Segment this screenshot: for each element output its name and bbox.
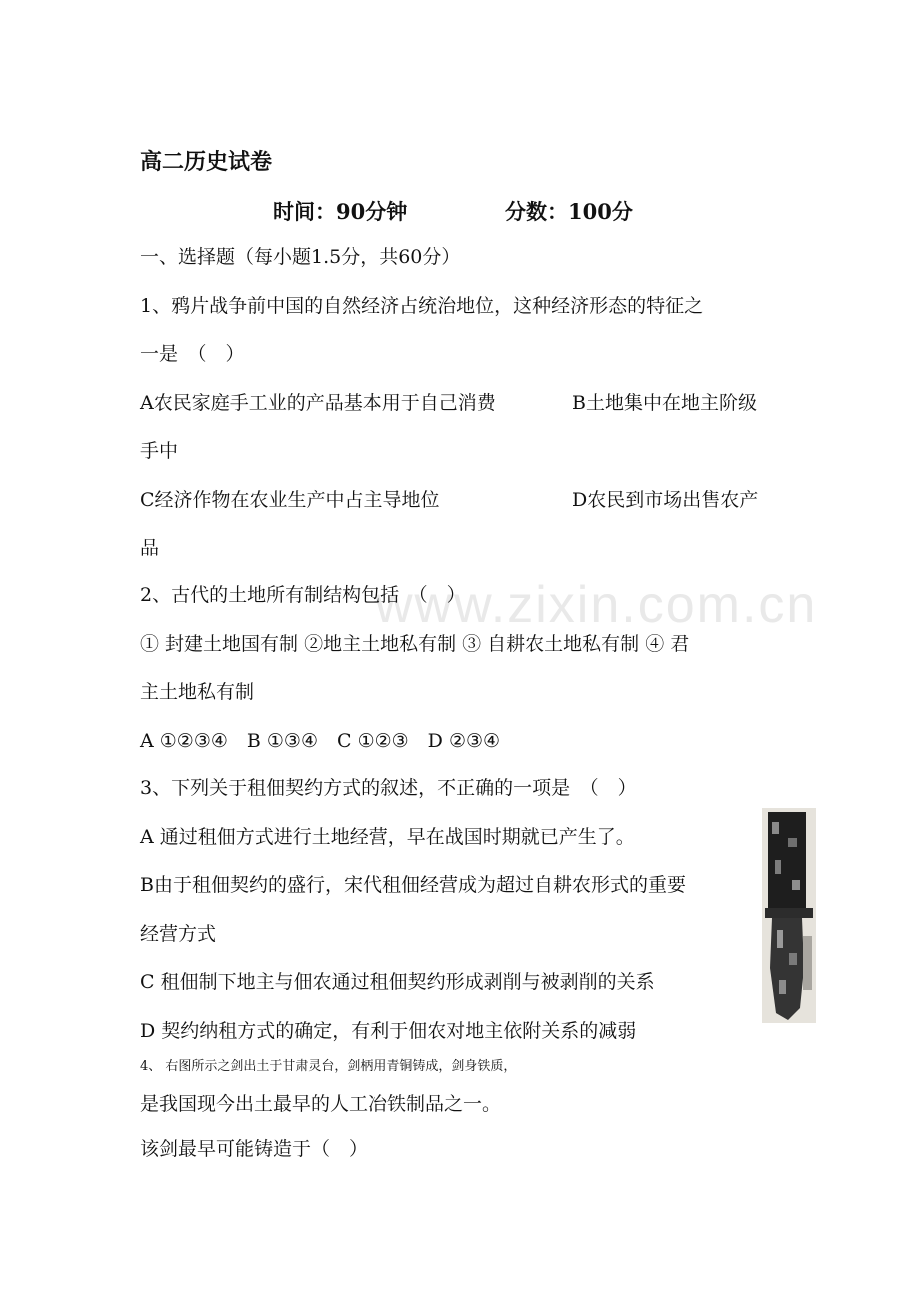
- exam-time: 时间：90分钟: [273, 199, 408, 224]
- q3-option-b-line-1: B由于租佃契约的盛行，宋代租佃经营成为超过自耕农形式的重要: [140, 874, 686, 896]
- q1-option-d-line-2: 品: [140, 537, 160, 559]
- exam-score: 分数：100分: [505, 199, 633, 224]
- q3-option-d: D 契约纳租方式的确定，有利于佃农对地主依附关系的减弱: [140, 1020, 637, 1042]
- q2-stem: 2、古代的土地所有制结构包括 （ ）: [140, 584, 466, 606]
- q2-items-line-2: 主土地私有制: [140, 681, 255, 703]
- q4-stem-line-2: 是我国现今出土最早的人工冶铁制品之一。: [140, 1093, 502, 1115]
- q1-option-b-line-1: B土地集中在地主阶级: [572, 392, 757, 414]
- q1-option-c: C经济作物在农业生产中占主导地位: [140, 489, 440, 511]
- sword-image: [762, 808, 816, 1023]
- q3-option-a: A 通过租佃方式进行土地经营，早在战国时期就已产生了。: [140, 826, 635, 848]
- q4-stem-line-3: 该剑最早可能铸造于（ ）: [140, 1138, 369, 1160]
- q2-items-line-1: ① 封建土地国有制 ②地主土地私有制 ③ 自耕农土地私有制 ④ 君: [140, 633, 690, 655]
- section-heading: 一、选择题（每小题1.5分，共60分）: [140, 246, 461, 268]
- q2-options: A ①②③④ B ①③④ C ①②③ D ②③④: [140, 730, 501, 752]
- q3-option-c: C 租佃制下地主与佃农通过租佃契约形成剥削与被剥削的关系: [140, 971, 655, 993]
- q1-stem-line-1: 1、鸦片战争前中国的自然经济占统治地位，这种经济形态的特征之: [140, 295, 704, 317]
- q3-stem: 3、下列关于租佃契约方式的叙述，不正确的一项是 （ ）: [140, 777, 637, 799]
- q1-option-a: A农民家庭手工业的产品基本用于自己消费: [140, 392, 496, 414]
- q1-stem-line-2: 一是 （ ）: [140, 343, 245, 365]
- exam-title: 高二历史试卷: [140, 149, 273, 175]
- q3-option-b-line-2: 经营方式: [140, 923, 217, 945]
- sword-blade: [770, 918, 804, 1020]
- q4-stem-line-1: 4、 右图所示之剑出土于甘肃灵台，剑柄用青铜铸成，剑身铁质，: [140, 1059, 517, 1074]
- watermark: www.zixin.com.cn: [375, 576, 818, 634]
- q1-option-b-line-2: 手中: [140, 440, 179, 462]
- q1-option-d-line-1: D农民到市场出售农产: [572, 489, 759, 511]
